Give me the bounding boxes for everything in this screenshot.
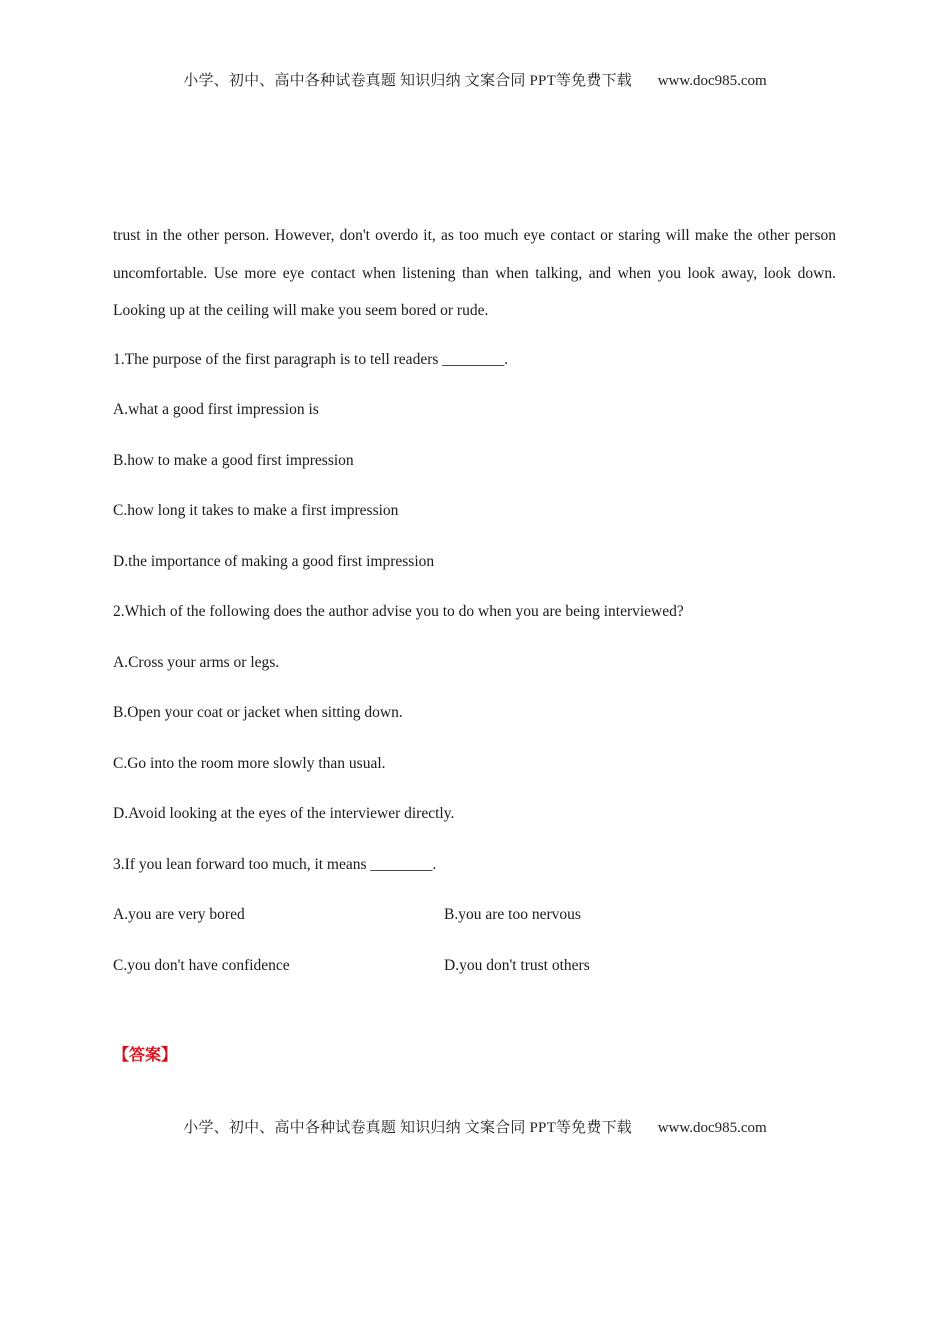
answer-heading: 【答案】 [113, 1045, 178, 1064]
question-2-option-d: D.Avoid looking at the eyes of the interviewer directly. [113, 805, 455, 822]
passage-paragraph: trust in the other person. However, don't overdo it, as too much eye contact or staring will make the other person uncomfortable. Use more eye contact when listening than when talking, and when you look away, look down. Looking up at the ceiling will make you seem bored or rude. [113, 227, 836, 319]
header-text: 小学、初中、高中各种试卷真题 知识归纳 文案合同 PPT等免费下载 [183, 73, 632, 89]
page-header [0, 69, 950, 90]
footer-url: www.doc985.com [657, 1120, 767, 1136]
question-2-option-b: B.Open your coat or jacket when sitting down. [113, 704, 403, 721]
footer-text: 小学、初中、高中各种试卷真题 知识归纳 文案合同 PPT等免费下载 [183, 1120, 632, 1136]
question-1-option-c: C.how long it takes to make a first impression [113, 502, 399, 519]
question-3-stem: 3.If you lean forward too much, it means ________. [113, 855, 437, 873]
page-footer [0, 1116, 950, 1137]
question-1-option-a: A.what a good first impression is [113, 401, 319, 418]
question-2-option-c: C.Go into the room more slowly than usual. [113, 754, 386, 772]
question-3-option-c: C.you don't have confidence [113, 956, 290, 974]
question-3-option-b: B.you are too nervous [444, 906, 581, 923]
question-3-option-a: A.you are very bored [113, 906, 245, 923]
question-3-options-row-1 [113, 905, 836, 925]
question-1-stem: 1.The purpose of the first paragraph is to tell readers ________. [113, 350, 509, 368]
question-1-option-d: D.the importance of making a good first impression [113, 552, 435, 570]
document-body [113, 217, 836, 976]
question-1-option-b: B.how to make a good first impression [113, 451, 354, 469]
question-3-options-row-2 [113, 956, 836, 976]
header-url: www.doc985.com [657, 73, 767, 89]
question-3-option-d: D.you don't trust others [444, 956, 590, 974]
question-2-option-a: A.Cross your arms or legs. [113, 653, 280, 671]
question-2-stem: 2.Which of the following does the author advise you to do when you are being interviewed? [113, 603, 684, 620]
